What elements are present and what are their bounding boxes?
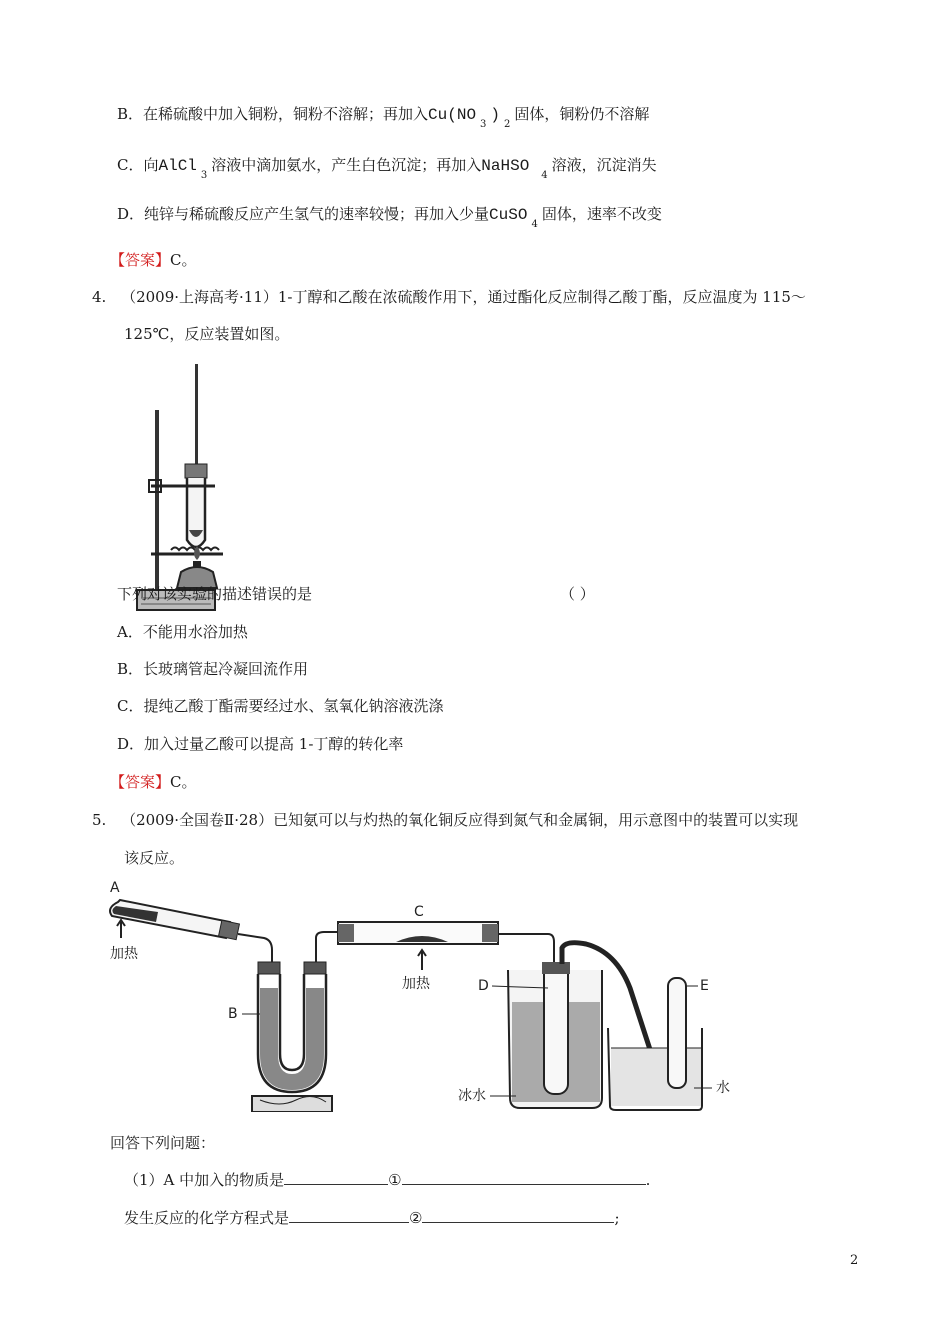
q5-subquestion-1	[124, 1170, 650, 1190]
q4-answer-paren	[560, 584, 595, 604]
formula: AlCl	[158, 157, 197, 175]
subscript: 4	[541, 170, 548, 181]
gas-collection-tube-e	[668, 978, 686, 1088]
q4-question	[117, 584, 312, 604]
q3-option-d	[117, 204, 662, 230]
answer-value: C。	[170, 773, 197, 791]
answer-tag: 【答案】	[110, 251, 171, 269]
label-c: C	[414, 904, 424, 920]
formula: Cu(NO	[428, 106, 477, 124]
stand-rod	[155, 410, 159, 600]
label-heat-a: 加热	[110, 946, 138, 962]
q4-option-b: B．长玻璃管起冷凝回流作用	[117, 660, 309, 678]
q4-option	[117, 659, 308, 679]
collection-tube	[544, 964, 568, 1094]
q5-stem-line2	[124, 848, 184, 868]
ammonia-copper-oxide-apparatus	[96, 878, 756, 1112]
subscript: 4	[531, 219, 538, 230]
long-glass-tube	[195, 364, 198, 464]
label-ice-water: 冰水	[458, 1088, 486, 1104]
q4-question-text: 下列对该实验的描述错误的是	[117, 585, 313, 603]
q4-option	[117, 622, 248, 642]
q3-option-c-text-mid: 溶液中滴加氨水，产生白色沉淀；再加入	[211, 156, 482, 174]
q4-stem-line1	[92, 287, 806, 307]
question-number: 4.	[92, 288, 107, 306]
q3-option-d-text: D．纯锌与稀硫酸反应产生氢气的速率较慢；再加入少量	[117, 205, 490, 223]
q5-stem-line1	[92, 810, 798, 830]
answer-blank: （ ）	[560, 585, 595, 603]
q4-stem-line2	[124, 324, 289, 344]
q5-stem-cont: 该反应。	[124, 849, 185, 867]
page-number: 2	[850, 1253, 859, 1268]
stopper	[185, 464, 207, 478]
q4-option	[117, 734, 403, 754]
label-e: E	[700, 978, 709, 994]
sub1-text: （1）A 中加入的物质是	[124, 1171, 285, 1189]
q4-option-c: C．提纯乙酸丁酯需要经过水、氢氧化钠溶液洗涤	[117, 697, 444, 715]
subscript: 3	[200, 170, 208, 181]
label-a: A	[110, 880, 120, 896]
subscript: 2	[504, 119, 511, 130]
blank-marker: ②	[409, 1209, 423, 1227]
label-water: 水	[716, 1080, 730, 1096]
q5-stem: （2009·全国卷Ⅱ·28）已知氨可以与灼热的氧化铜反应得到氮气和金属铜，用示意图中的装置可以实现	[121, 811, 799, 829]
q4-option-a: A．不能用水浴加热	[117, 623, 248, 641]
subscript: 3	[480, 119, 487, 130]
q3-option-c-text: C．向	[117, 156, 159, 174]
q3-option-c-text-end: 溶液，沉淀消失	[551, 156, 657, 174]
q3-option-b	[117, 104, 650, 130]
q3-answer	[110, 250, 197, 270]
drying-agent	[260, 988, 324, 1090]
fill-blank[interactable]	[422, 1208, 614, 1223]
q5-prompt	[110, 1133, 215, 1153]
q4-stem-cont: 125℃，反应装置如图。	[124, 325, 290, 343]
stopper-a	[219, 920, 240, 939]
question-number: 5.	[92, 811, 107, 829]
formula: CuSO	[489, 206, 528, 224]
label-d: D	[478, 978, 489, 994]
answer-tag: 【答案】	[110, 773, 171, 791]
q4-stem: （2009·上海高考·11）1-丁醇和乙酸在浓硫酸作用下，通过酯化反应制得乙酸丁酯，反应温度为 115～	[121, 288, 806, 306]
sub2-text: 发生反应的化学方程式是	[124, 1209, 290, 1227]
fill-blank[interactable]	[284, 1170, 388, 1185]
q4-option-d: D．加入过量乙酸可以提高 1-丁醇的转化率	[117, 735, 404, 753]
q4-option	[117, 696, 443, 716]
label-b: B	[228, 1006, 238, 1022]
blank-marker: ①	[388, 1171, 402, 1189]
q5-prompt-text: 回答下列问题：	[110, 1134, 216, 1152]
q3-option-c	[117, 155, 657, 181]
q4-answer	[110, 772, 197, 792]
formula: )	[490, 106, 501, 124]
label-heat-c: 加热	[402, 976, 430, 992]
punctuation: ;	[614, 1209, 620, 1227]
q3-option-b-text: B．在稀硫酸中加入铜粉，铜粉不溶解；再加入	[117, 105, 429, 123]
fill-blank[interactable]	[289, 1208, 409, 1223]
fill-blank[interactable]	[402, 1170, 646, 1185]
q3-option-d-text-end: 固体，速率不改变	[541, 205, 662, 223]
formula: NaHSO	[481, 157, 530, 175]
answer-value: C。	[170, 251, 197, 269]
punctuation: .	[645, 1171, 651, 1189]
q5-subquestion-2	[124, 1208, 620, 1228]
reflux-apparatus-figure	[115, 358, 225, 616]
tube-a	[110, 900, 230, 938]
q3-option-b-text-end: 固体，铜粉仍不溶解	[514, 105, 650, 123]
